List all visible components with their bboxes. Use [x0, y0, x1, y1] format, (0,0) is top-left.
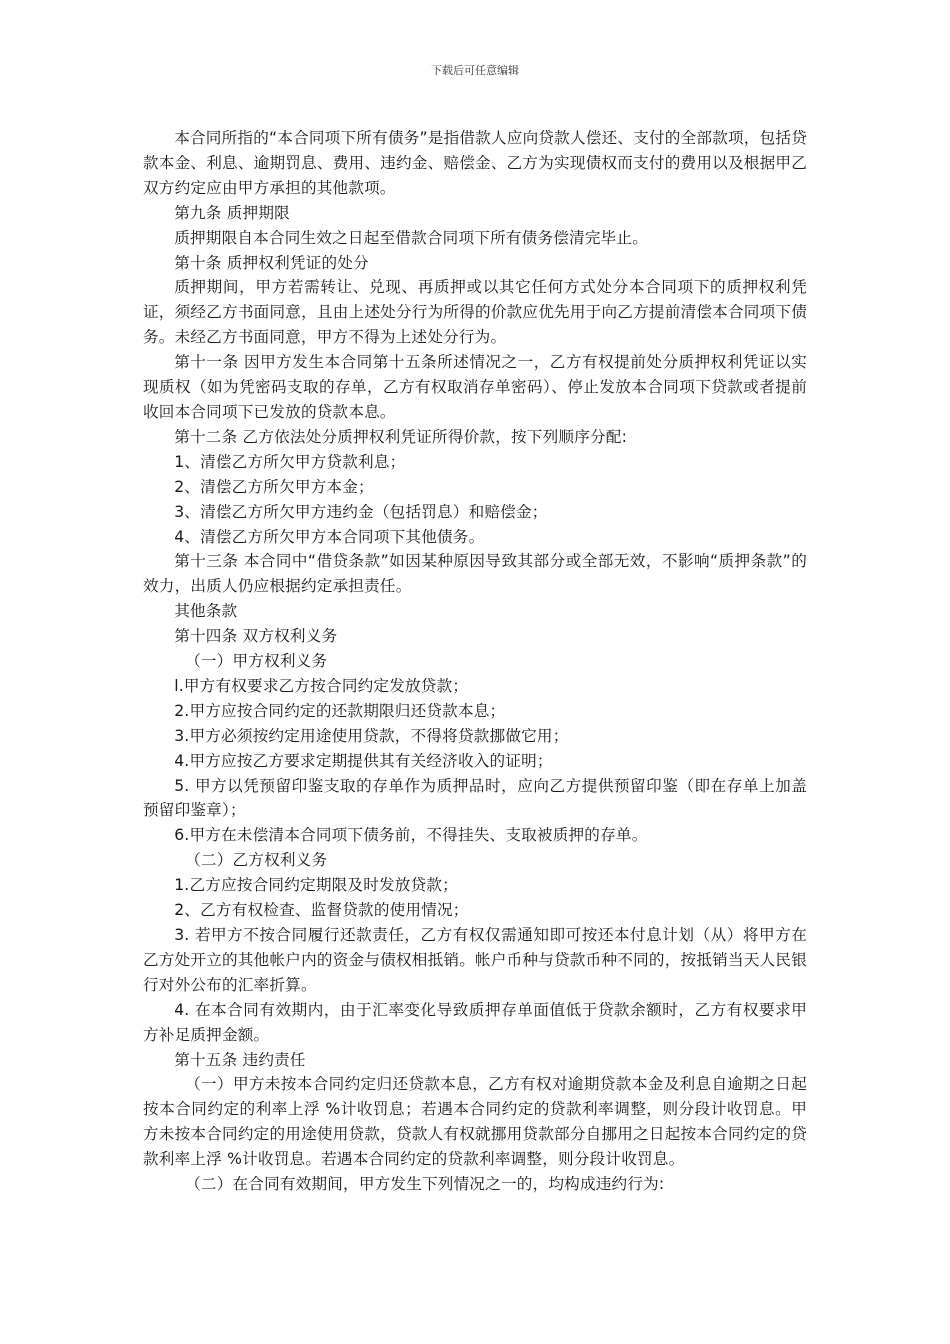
list-item: 5. 甲方以凭预留印鉴支取的存单作为质押品时，应向乙方提供预留印鉴（即在存单上加盖预留印鉴章）；: [143, 776, 807, 820]
document-body: [143, 126, 807, 1197]
heading-article-9: 第九条 质押期限: [174, 203, 290, 222]
heading-article-10: 第十条 质押权利凭证的处分: [174, 253, 369, 272]
subheading-party-a: （一）甲方权利义务: [185, 652, 328, 671]
paragraph-breach-1: （一）甲方未按本合同约定归还贷款本息，乙方有权对逾期贷款本金及利息自逾期之日起按本合同约定的利率上浮 %计收罚息；若遇本合同约定的贷款利率调整，则分段计收罚息。甲方未按本合同约定的用途使用贷款，贷款人有权就挪用贷款部分自挪用之日起按本合同约定的贷款利率上浮 %计收罚息。若遇本合同约定的贷款利率调整，则分段计收罚息。: [143, 1075, 807, 1169]
list-item: l.甲方有权要求乙方按合同约定发放贷款；: [174, 676, 469, 695]
list-item: 2.甲方应按合同约定的还款期限归还贷款本息；: [174, 701, 506, 720]
list-item: 4.甲方应按乙方要求定期提供其有关经济收入的证明；: [174, 751, 553, 770]
list-item: 3.甲方必须按约定用途使用贷款，不得将贷款挪做它用；: [174, 726, 569, 745]
list-item: 4. 在本合同有效期内，由于汇率变化导致质押存单面值低于贷款余额时，乙方有权要求甲方补足质押金额。: [143, 1000, 807, 1044]
list-item: 1.乙方应按合同约定期限及时发放贷款；: [174, 876, 458, 895]
paragraph-debt-definition: 本合同所指的“本合同项下所有债务”是指借款人应向贷款人偿还、支付的全部款项，包括贷款本金、利息、逾期罚息、费用、违约金、赔偿金、乙方为实现债权而支付的费用以及根据甲乙双方约定应由甲方承担的其他款项。: [143, 129, 807, 197]
list-item: 2、清偿乙方所欠甲方本金；: [174, 477, 374, 496]
heading-article-15: 第十五条 违约责任: [174, 1050, 306, 1069]
list-item: 1、清偿乙方所欠甲方贷款利息；: [174, 452, 406, 471]
heading-other-clauses: 其他条款: [174, 602, 238, 621]
paragraph-disposal: 质押期间，甲方若需转让、兑现、再质押或以其它任何方式处分本合同项下的质押权利凭证，须经乙方书面同意，且由上述处分行为所得的价款应优先用于向乙方提前清偿本合同项下债务。未经乙方书面同意，甲方不得为上述处分行为。: [143, 278, 807, 347]
list-item: 6.甲方在未偿清本合同项下债务前，不得挂失、支取被质押的存单。: [174, 826, 648, 845]
page-header: 下载后可任意编辑: [431, 64, 519, 77]
list-item: 2、乙方有权检查、监督贷款的使用情况；: [174, 901, 469, 920]
paragraph-pledge-period: 质押期限自本合同生效之日起至借款合同项下所有债务偿清完毕止。: [174, 228, 649, 247]
list-item: 3、清偿乙方所欠甲方违约金（包括罚息）和赔偿金；: [174, 502, 548, 521]
list-item: 4、清偿乙方所欠甲方本合同项下其他债务。: [174, 527, 485, 546]
paragraph-article-11: 第十一条 因甲方发生本合同第十五条所述情况之一，乙方有权提前处分质押权利凭证以实现质权（如为凭密码支取的存单，乙方有权取消存单密码）、停止发放本合同项下贷款或者提前收回本合同项下已发放的贷款本息。: [143, 353, 807, 421]
subheading-party-b: （二）乙方权利义务: [185, 851, 328, 870]
heading-article-14: 第十四条 双方权利义务: [174, 627, 338, 646]
paragraph-article-13: 第十三条 本合同中“借贷条款”如因某种原因导致其部分或全部无效，不影响“质押条款”的效力，出质人仍应根据约定承担责任。: [143, 552, 807, 596]
paragraph-article-12: 第十二条 乙方依法处分质押权利凭证所得价款，按下列顺序分配:: [174, 427, 628, 446]
paragraph-breach-2: （二）在合同有效期间，甲方发生下列情况之一的，均构成违约行为:: [185, 1175, 665, 1194]
list-item: 3. 若甲方不按合同履行还款责任，乙方有权仅需通知即可按还本付息计划（从）将甲方在乙方处开立的其他帐户内的资金与债权相抵销。帐户币种与贷款币种不同的，按抵销当天人民银行对外公布的汇率折算。: [143, 926, 807, 994]
